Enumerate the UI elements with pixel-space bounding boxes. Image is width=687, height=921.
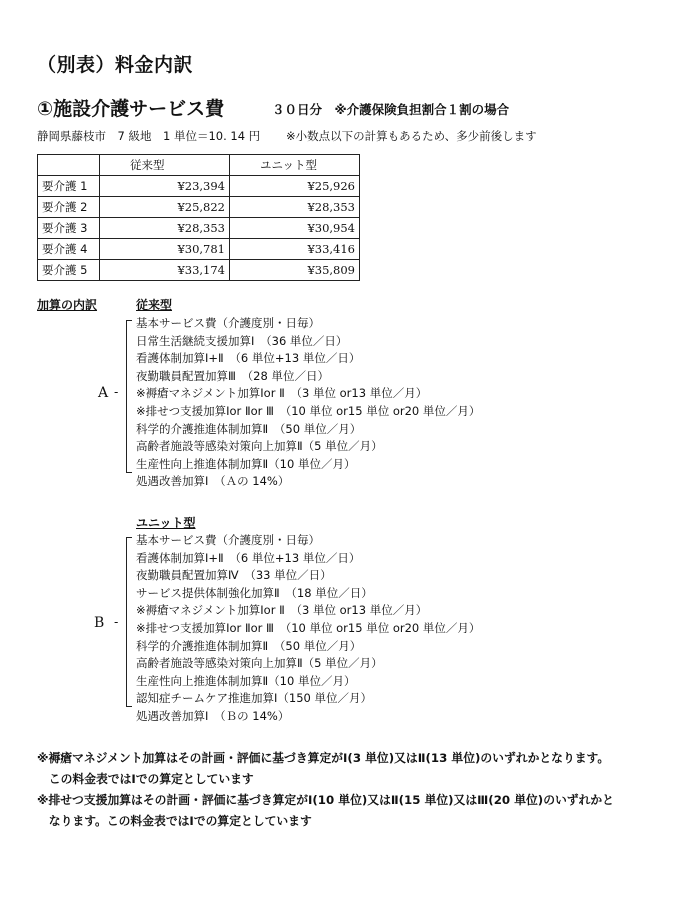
list-item: 高齢者施設等感染対策向上加算Ⅱ（5 単位／月） bbox=[136, 656, 383, 671]
list-item: 処遇改善加算Ⅰ （Ｂの 14%） bbox=[136, 708, 290, 723]
table-row bbox=[38, 197, 360, 218]
list-item: 高齢者施設等感染対策向上加算Ⅱ（5 単位／月） bbox=[136, 439, 383, 454]
unit-fee: ¥33,416 bbox=[230, 239, 360, 260]
care-level-label: 要介護 4 bbox=[38, 239, 100, 260]
additions-label: 加算の内訳 bbox=[37, 298, 98, 312]
list-item: サービス提供体制強化加算Ⅱ （18 単位／日） bbox=[136, 585, 373, 600]
footnote-line: この料金表ではⅠでの算定としています bbox=[37, 772, 254, 786]
column-header-conventional: 従来型 bbox=[100, 155, 230, 176]
care-level-label: 要介護 3 bbox=[38, 218, 100, 239]
conventional-fee: ¥23,394 bbox=[100, 176, 230, 197]
group-letter-a: A bbox=[98, 385, 109, 401]
fee-table-header bbox=[38, 155, 360, 176]
list-item: 夜勤職員配置加算Ⅲ （28 単位／日） bbox=[136, 368, 329, 383]
list-item: 看護体制加算Ⅰ+Ⅱ （6 単位+13 単位／日） bbox=[136, 550, 361, 565]
list-item: 夜勤職員配置加算Ⅳ （33 単位／日） bbox=[136, 568, 332, 583]
unit-additions-title: ユニット型 bbox=[136, 516, 196, 530]
conventional-fee: ¥30,781 bbox=[100, 239, 230, 260]
footnotes bbox=[37, 748, 614, 832]
unit-additions-list bbox=[136, 532, 480, 726]
fee-table bbox=[37, 154, 360, 281]
brace-tip: - bbox=[114, 615, 119, 629]
conventional-additions-list bbox=[136, 315, 480, 491]
unit-fee: ¥28,353 bbox=[230, 197, 360, 218]
list-item: ※排せつ支援加算Ⅰor Ⅱor Ⅲ （10 単位 or15 単位 or20 単位／月） bbox=[136, 620, 481, 635]
list-item: 日常生活継続支援加算Ⅰ （36 単位／日） bbox=[136, 333, 348, 348]
list-item: 科学的介護推進体制加算Ⅱ （50 単位／月） bbox=[136, 421, 362, 436]
list-item: 処遇改善加算Ⅰ （Ａの 14%） bbox=[136, 474, 290, 489]
footnote-line: なります。この料金表ではⅠでの算定としています bbox=[37, 814, 312, 828]
table-row bbox=[38, 239, 360, 260]
region-note: ※小数点以下の計算もあるため、多少前後します bbox=[286, 129, 537, 143]
bracket-b bbox=[126, 537, 132, 707]
list-item: 科学的介護推進体制加算Ⅱ （50 単位／月） bbox=[136, 638, 362, 653]
list-item: 生産性向上推進体制加算Ⅱ（10 単位／月） bbox=[136, 456, 356, 471]
list-item: 看護体制加算Ⅰ+Ⅱ （6 単位+13 単位／日） bbox=[136, 351, 361, 366]
brace-tip: - bbox=[114, 385, 119, 399]
page-title: （別表）料金内訳 bbox=[37, 54, 194, 76]
conventional-fee: ¥33,174 bbox=[100, 260, 230, 281]
list-item: ※褥瘡マネジメント加算Ⅰor Ⅱ （3 単位 or13 単位／月） bbox=[136, 603, 428, 618]
region-line: 静岡県藤枝市 7 級地 1 単位＝10. 14 円 bbox=[37, 129, 261, 143]
unit-fee: ¥25,926 bbox=[230, 176, 360, 197]
list-item: 基本サービス費（介護度別・日毎） bbox=[136, 533, 320, 547]
care-level-label: 要介護 5 bbox=[38, 260, 100, 281]
list-item: 基本サービス費（介護度別・日毎） bbox=[136, 316, 320, 330]
list-item: 認知症チームケア推進加算Ⅰ（150 単位／月） bbox=[136, 691, 372, 706]
bracket-a bbox=[126, 320, 132, 473]
list-item: ※褥瘡マネジメント加算Ⅰor Ⅱ （3 単位 or13 単位／月） bbox=[136, 386, 428, 401]
fee-table-corner bbox=[38, 155, 100, 176]
conventional-fee: ¥25,822 bbox=[100, 197, 230, 218]
table-row bbox=[38, 176, 360, 197]
table-row bbox=[38, 218, 360, 239]
conventional-additions-title: 従来型 bbox=[136, 298, 173, 312]
unit-fee: ¥30,954 bbox=[230, 218, 360, 239]
footnote-line: ※排せつ支援加算はその計画・評価に基づき算定がⅠ(10 単位)又はⅡ(15 単位)又はⅢ(20 単位)のいずれかと bbox=[37, 793, 614, 807]
care-level-label: 要介護 2 bbox=[38, 197, 100, 218]
conventional-fee: ¥28,353 bbox=[100, 218, 230, 239]
unit-fee: ¥35,809 bbox=[230, 260, 360, 281]
section-note: ３０日分 ※介護保険負担割合１割の場合 bbox=[272, 102, 510, 117]
list-item: ※排せつ支援加算Ⅰor Ⅱor Ⅲ （10 単位 or15 単位 or20 単位／月） bbox=[136, 403, 481, 418]
section-title: ①施設介護サービス費 bbox=[37, 98, 225, 120]
care-level-label: 要介護 1 bbox=[38, 176, 100, 197]
column-header-unit: ユニット型 bbox=[230, 155, 360, 176]
footnote-line: ※褥瘡マネジメント加算はその計画・評価に基づき算定がⅠ(3 単位)又はⅡ(13 単位)のいずれかとなります。 bbox=[37, 751, 610, 765]
group-letter-b: B bbox=[94, 615, 105, 631]
list-item: 生産性向上推進体制加算Ⅱ（10 単位／月） bbox=[136, 673, 356, 688]
table-row bbox=[38, 260, 360, 281]
